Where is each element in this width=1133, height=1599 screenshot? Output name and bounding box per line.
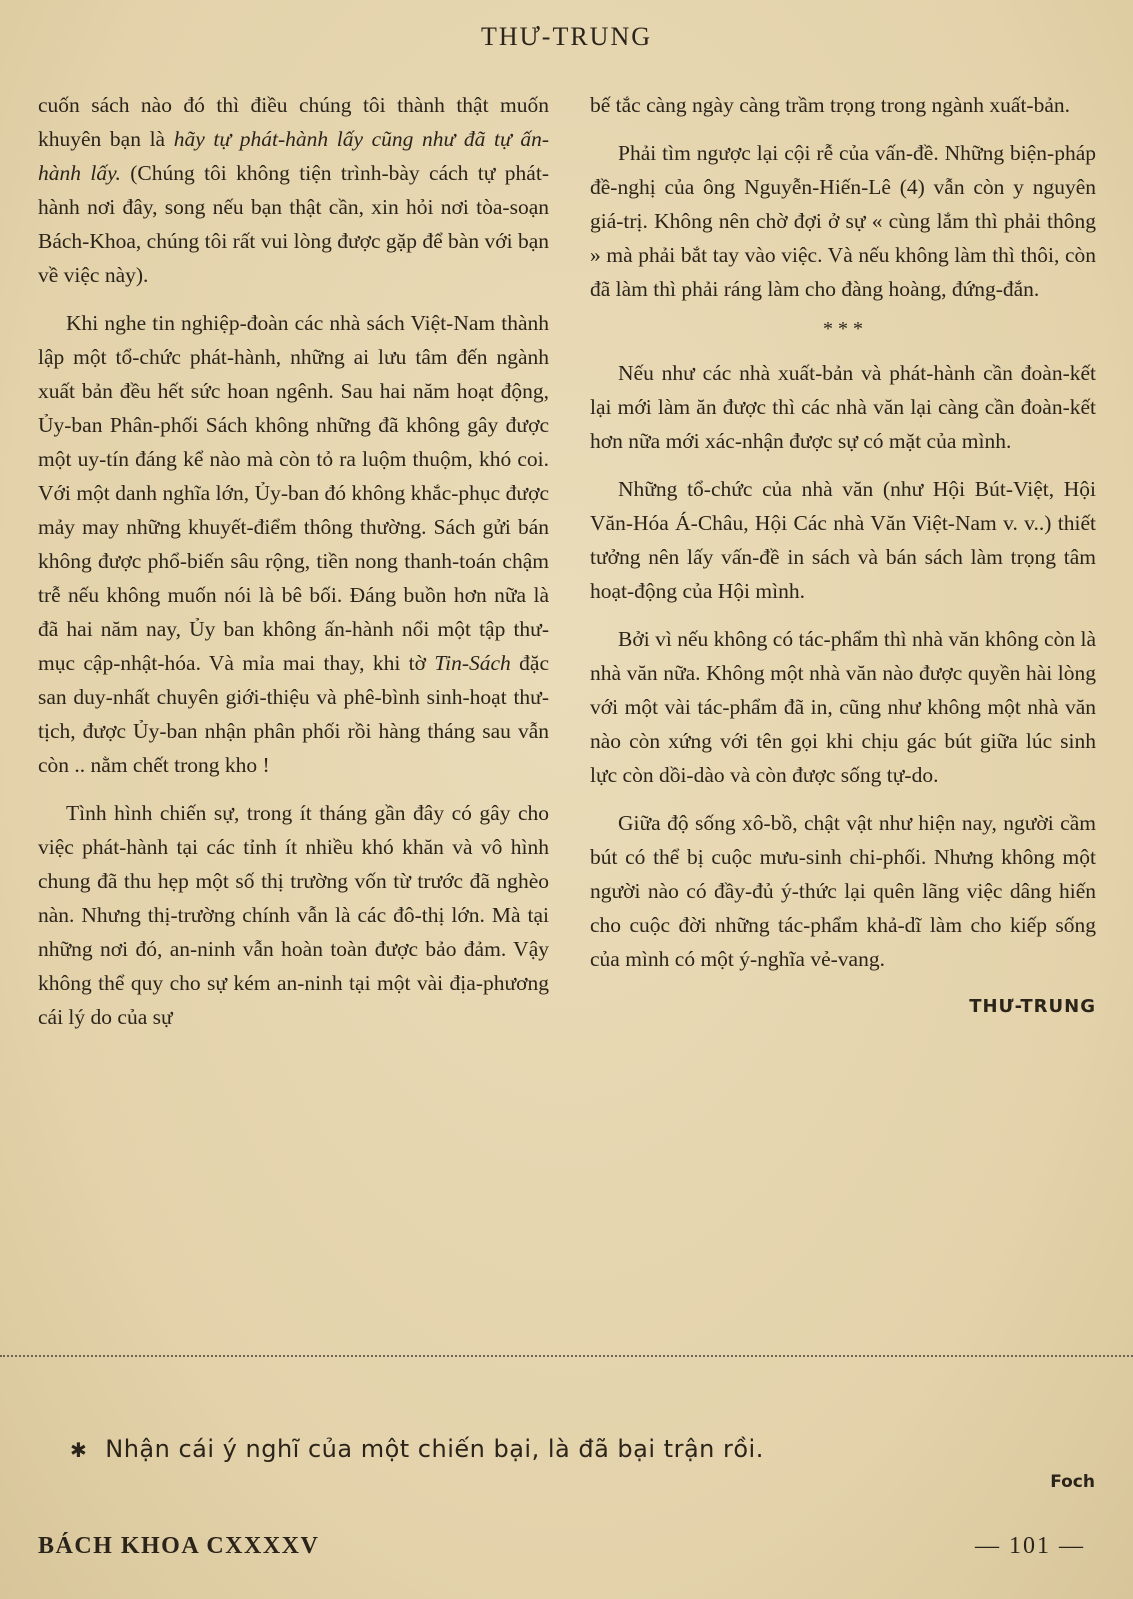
quote-author: Foch (1050, 1472, 1095, 1492)
author-signature: THƯ-TRUNG (969, 996, 1096, 1017)
section-separator: * * * (823, 318, 863, 340)
right-paragraph-4: Những tổ-chức của nhà văn (như Hội Bút-Việt, Hội Văn-Hóa Á-Châu, Hội Các nhà Văn Việt-Nam v. v..) thiết tưởng nên lấy vấn-đề in sách và bán sách làm trọng tâm hoạt-động của Hội mình. (590, 477, 1096, 603)
dotted-divider (0, 1355, 1133, 1357)
left-p2-italic: Tin-Sách (434, 651, 511, 675)
right-paragraph-3: Nếu như các nhà xuất-bản và phát-hành cần đoàn-kết lại mới làm ăn được thì các nhà văn lại càng cần đoàn-kết hơn nữa mới xác-nhận được sự có mặt của mình. (590, 361, 1096, 453)
right-paragraph-6: Giữa độ sống xô-bồ, chật vật như hiện nay, người cầm bút có thể bị cuộc mưu-sinh chi-phối. Nhưng không một người nào có đầy-đủ ý-thức lại quên lãng việc dâng hiến cho cuộc đời những tác-phẩm khả-dĩ làm cho kiếp sống của mình có một ý-nghĩa vẻ-vang. (590, 811, 1096, 971)
left-p1-italic: hãy tự phát-hành lấy cũng như đã tự ấn-hành lấy. (38, 127, 549, 185)
quote-text: Nhận cái ý nghĩ của một chiến bại, là đã bại trận rồi. (105, 1435, 764, 1463)
right-column (590, 88, 1096, 1024)
right-paragraph-5: Bởi vì nếu không có tác-phẩm thì nhà văn không còn là nhà văn nữa. Không một nhà văn nào được quyền hài lòng với một vài tác-phẩm đã in, cũng như không một nhà văn nào còn xứng với tên gọi khi chịu gác bút giữa lúc sinh lực còn dồi-dào và còn được sống tự-do. (590, 627, 1096, 787)
left-p2-text-a: Khi nghe tin nghiệp-đoàn các nhà sách Việt-Nam thành lập một tổ-chức phát-hành, những ai lưu tâm đến ngành xuất bản đều hết sức hoan ngênh. Sau hai năm hoạt động, Ủy-ban Phân-phối Sách không những đã không gây được một uy-tín đáng kể nào mà còn tỏ ra luộm thuộm, khó coi. Với một danh nghĩa lớn, Ủy-ban đó không khắc-phục được mảy may những khuyết-điểm thông thường. Sách gửi bán không được phổ-biến sâu rộng, tiền nong thanh-toán chậm trễ nếu không muốn nói là bê bối. Đáng buồn hơn nữa là đã hai năm nay, Ủy ban không ấn-hành nổi một tập thư-mục cập-nhật-hóa. Và mỉa mai thay, khi tờ (38, 311, 549, 675)
left-p1-text-b: (Chúng tôi không tiện trình-bày cách tự phát-hành nơi đây, song nếu bạn thật cần, xin hỏi nơi tòa-soạn Bách-Khoa, chúng tôi rất vui lòng được gặp để bàn với bạn về việc này). (38, 161, 549, 287)
left-paragraph-2 (38, 306, 549, 782)
publication-footer: BÁCH KHOA CXXXXV (38, 1533, 320, 1559)
left-paragraph-3: Tình hình chiến sự, trong ít tháng gần đây có gây cho việc phát-hành tại các tỉnh ít nhiều khó khăn và vô hình chung đã thu hẹp một số thị trường vốn từ trước đã nghèo nàn. Nhưng thị-trường chính vẫn là các đô-thị lớn. Mà tại những nơi đó, an-ninh vẫn hoàn toàn được bảo đảm. Vậy không thể quy cho sự kém an-ninh tại một vài địa-phương cái lý do của sự (38, 801, 549, 1029)
left-column (38, 88, 549, 1048)
right-paragraph-2: Phải tìm ngược lại cội rễ của vấn-đề. Những biện-pháp đề-nghị của ông Nguyễn-Hiến-Lê (4) vẫn còn y nguyên giá-trị. Không nên chờ đợi ở sự « cùng lắm thì phải thông » mà phải bắt tay vào việc. Và nếu không làm thì thôi, còn đã làm thì phải ráng làm cho đàng hoàng, đứng-đắn. (590, 141, 1096, 301)
right-paragraph-1: bế tắc càng ngày càng trầm trọng trong ngành xuất-bản. (590, 93, 1070, 117)
running-title: THƯ-TRUNG (480, 22, 653, 51)
left-paragraph-1 (38, 88, 549, 292)
quote-line (70, 1435, 1070, 1463)
asterisk-icon: ✱ (70, 1438, 88, 1462)
left-p2-text-b: đặc san duy-nhất chuyên giới-thiệu và phê-bình sinh-hoạt thư-tịch, được Ủy-ban nhận phân phối rồi hàng tháng sau vẫn còn .. nằm chết trong kho ! (38, 651, 549, 777)
page-number: — 101 — (975, 1533, 1085, 1559)
left-p1-text-a: cuốn sách nào đó thì điều chúng tôi thành thật muốn khuyên bạn là (38, 93, 549, 151)
